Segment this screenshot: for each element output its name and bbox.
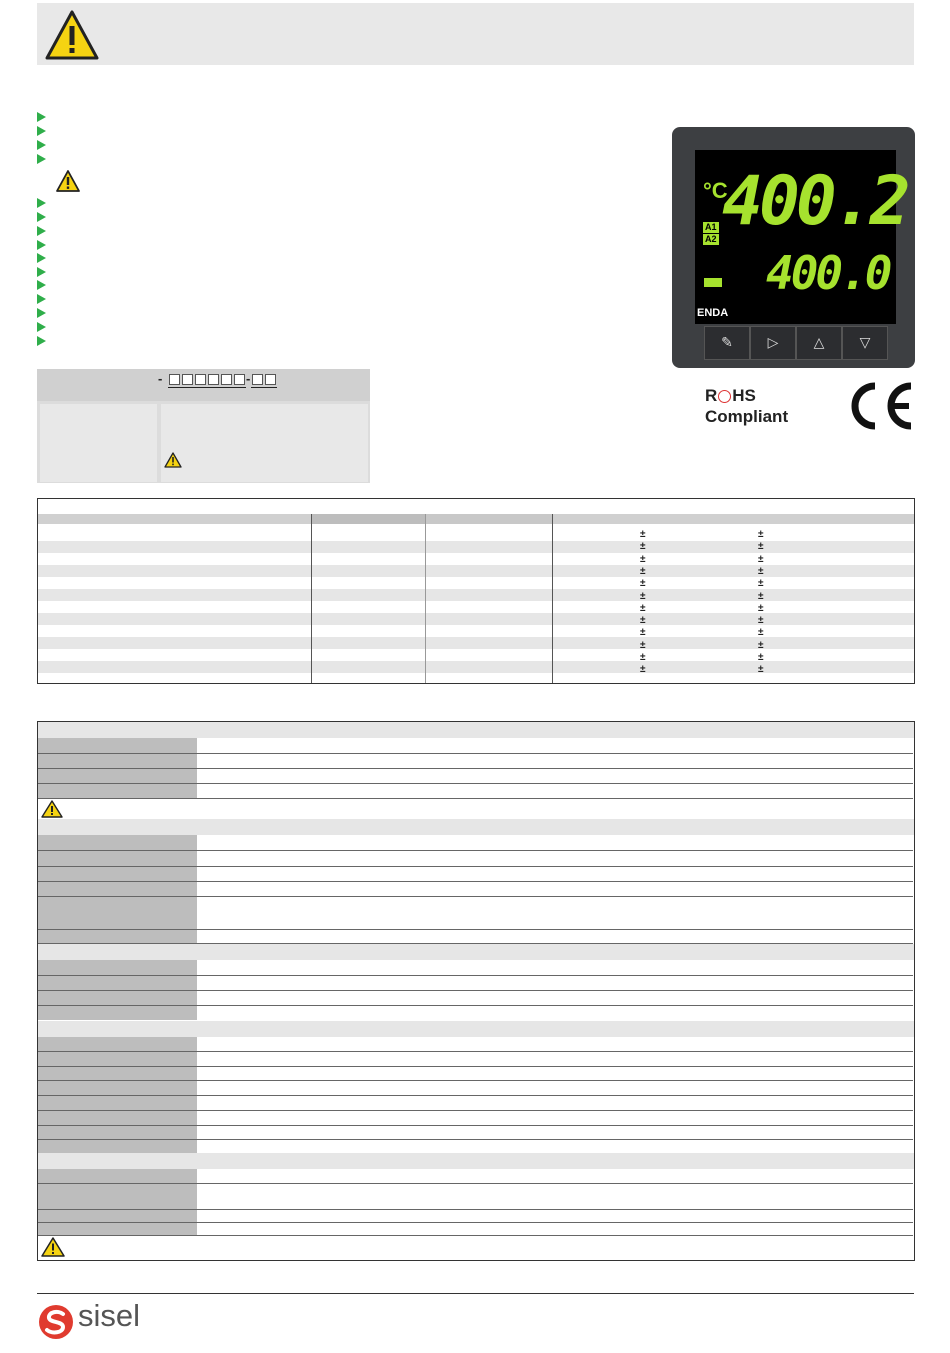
section-header <box>38 1021 914 1037</box>
bullet-arrow-icon <box>37 240 46 250</box>
order-code-separator: - <box>245 371 252 386</box>
plus-minus-mark: ± <box>640 615 646 627</box>
plus-minus-mark: ± <box>640 627 646 639</box>
rohs-hs: HS <box>732 386 756 405</box>
plus-minus-mark: ± <box>758 664 764 676</box>
bullet-arrow-icon <box>37 322 46 332</box>
unit-label: °C <box>703 178 728 203</box>
plus-minus-mark: ± <box>640 639 646 651</box>
plus-minus-mark: ± <box>758 578 764 590</box>
plus-minus-mark: ± <box>758 602 764 614</box>
edit-key-icon: ✎ <box>704 326 750 360</box>
section-header <box>38 944 914 960</box>
process-value-display: 400.2 <box>722 162 907 241</box>
bullet-arrow-icon <box>37 140 46 150</box>
rohs-circle-icon <box>718 390 731 403</box>
section-header <box>38 819 914 835</box>
plus-minus-mark: ± <box>758 590 764 602</box>
order-code-fields <box>168 371 246 388</box>
device-keypad <box>704 326 885 358</box>
bullet-arrow-icon <box>37 267 46 277</box>
plus-minus-mark: ± <box>758 565 764 577</box>
warning-icon <box>164 452 182 468</box>
down-key-icon: ▽ <box>842 326 888 360</box>
plus-minus-mark: ± <box>640 590 646 602</box>
plus-minus-mark: ± <box>640 541 646 553</box>
warning-icon <box>41 800 63 818</box>
plus-minus-mark: ± <box>640 529 646 540</box>
ce-mark-icon <box>843 380 915 432</box>
warning-icon <box>44 9 100 61</box>
plus-minus-mark: ± <box>640 652 646 663</box>
device-brand: ENDA <box>697 307 729 319</box>
order-code-cell-right <box>161 404 368 482</box>
plus-minus-mark: ± <box>758 652 764 663</box>
bullet-arrow-icon <box>37 212 46 222</box>
sisel-logo-icon <box>38 1304 74 1340</box>
warning-icon <box>41 1237 65 1257</box>
bullet-arrow-icon <box>37 253 46 263</box>
rohs-r: R <box>705 386 718 405</box>
warning-icon <box>55 169 81 193</box>
sisel-logo-text: sisel <box>78 1298 141 1333</box>
accuracy-table <box>37 498 915 684</box>
bullet-arrow-icon <box>37 280 46 290</box>
plus-minus-mark: ± <box>640 578 646 590</box>
rohs-badge <box>705 385 788 427</box>
order-code-cell-left <box>40 404 157 482</box>
bullet-arrow-icon <box>37 226 46 236</box>
plus-minus-mark: ± <box>640 565 646 577</box>
order-code <box>158 371 277 386</box>
footer-divider <box>37 1293 914 1294</box>
alarm2-indicator: A2 <box>705 234 717 244</box>
plus-minus-mark: ± <box>640 553 646 565</box>
order-code-suffix-fields <box>251 371 277 388</box>
plus-minus-mark: ± <box>758 541 764 553</box>
order-code-prefix: - <box>158 371 164 386</box>
bullet-arrow-icon <box>37 126 46 136</box>
output-indicator <box>704 278 722 287</box>
section-header <box>38 722 914 738</box>
plus-minus-mark: ± <box>640 602 646 614</box>
bullet-arrow-icon <box>37 198 46 208</box>
section-header <box>38 1153 914 1169</box>
specifications-table <box>37 721 915 1261</box>
alarm1-indicator: A1 <box>705 222 717 232</box>
warning-banner <box>37 3 914 65</box>
set-value-display: 400.0 <box>766 246 890 300</box>
plus-minus-mark: ± <box>640 664 646 676</box>
bullet-arrow-icon <box>37 336 46 346</box>
bullet-arrow-icon <box>37 154 46 164</box>
plus-minus-mark: ± <box>758 553 764 565</box>
bullet-arrow-icon <box>37 112 46 122</box>
plus-minus-mark: ± <box>758 639 764 651</box>
bullet-arrow-icon <box>37 308 46 318</box>
right-key-icon: ▷ <box>750 326 796 360</box>
plus-minus-mark: ± <box>758 529 764 540</box>
bullet-arrow-icon <box>37 294 46 304</box>
plus-minus-mark: ± <box>758 615 764 627</box>
plus-minus-mark: ± <box>758 627 764 639</box>
rohs-compliant: Compliant <box>705 407 789 426</box>
up-key-icon: △ <box>796 326 842 360</box>
